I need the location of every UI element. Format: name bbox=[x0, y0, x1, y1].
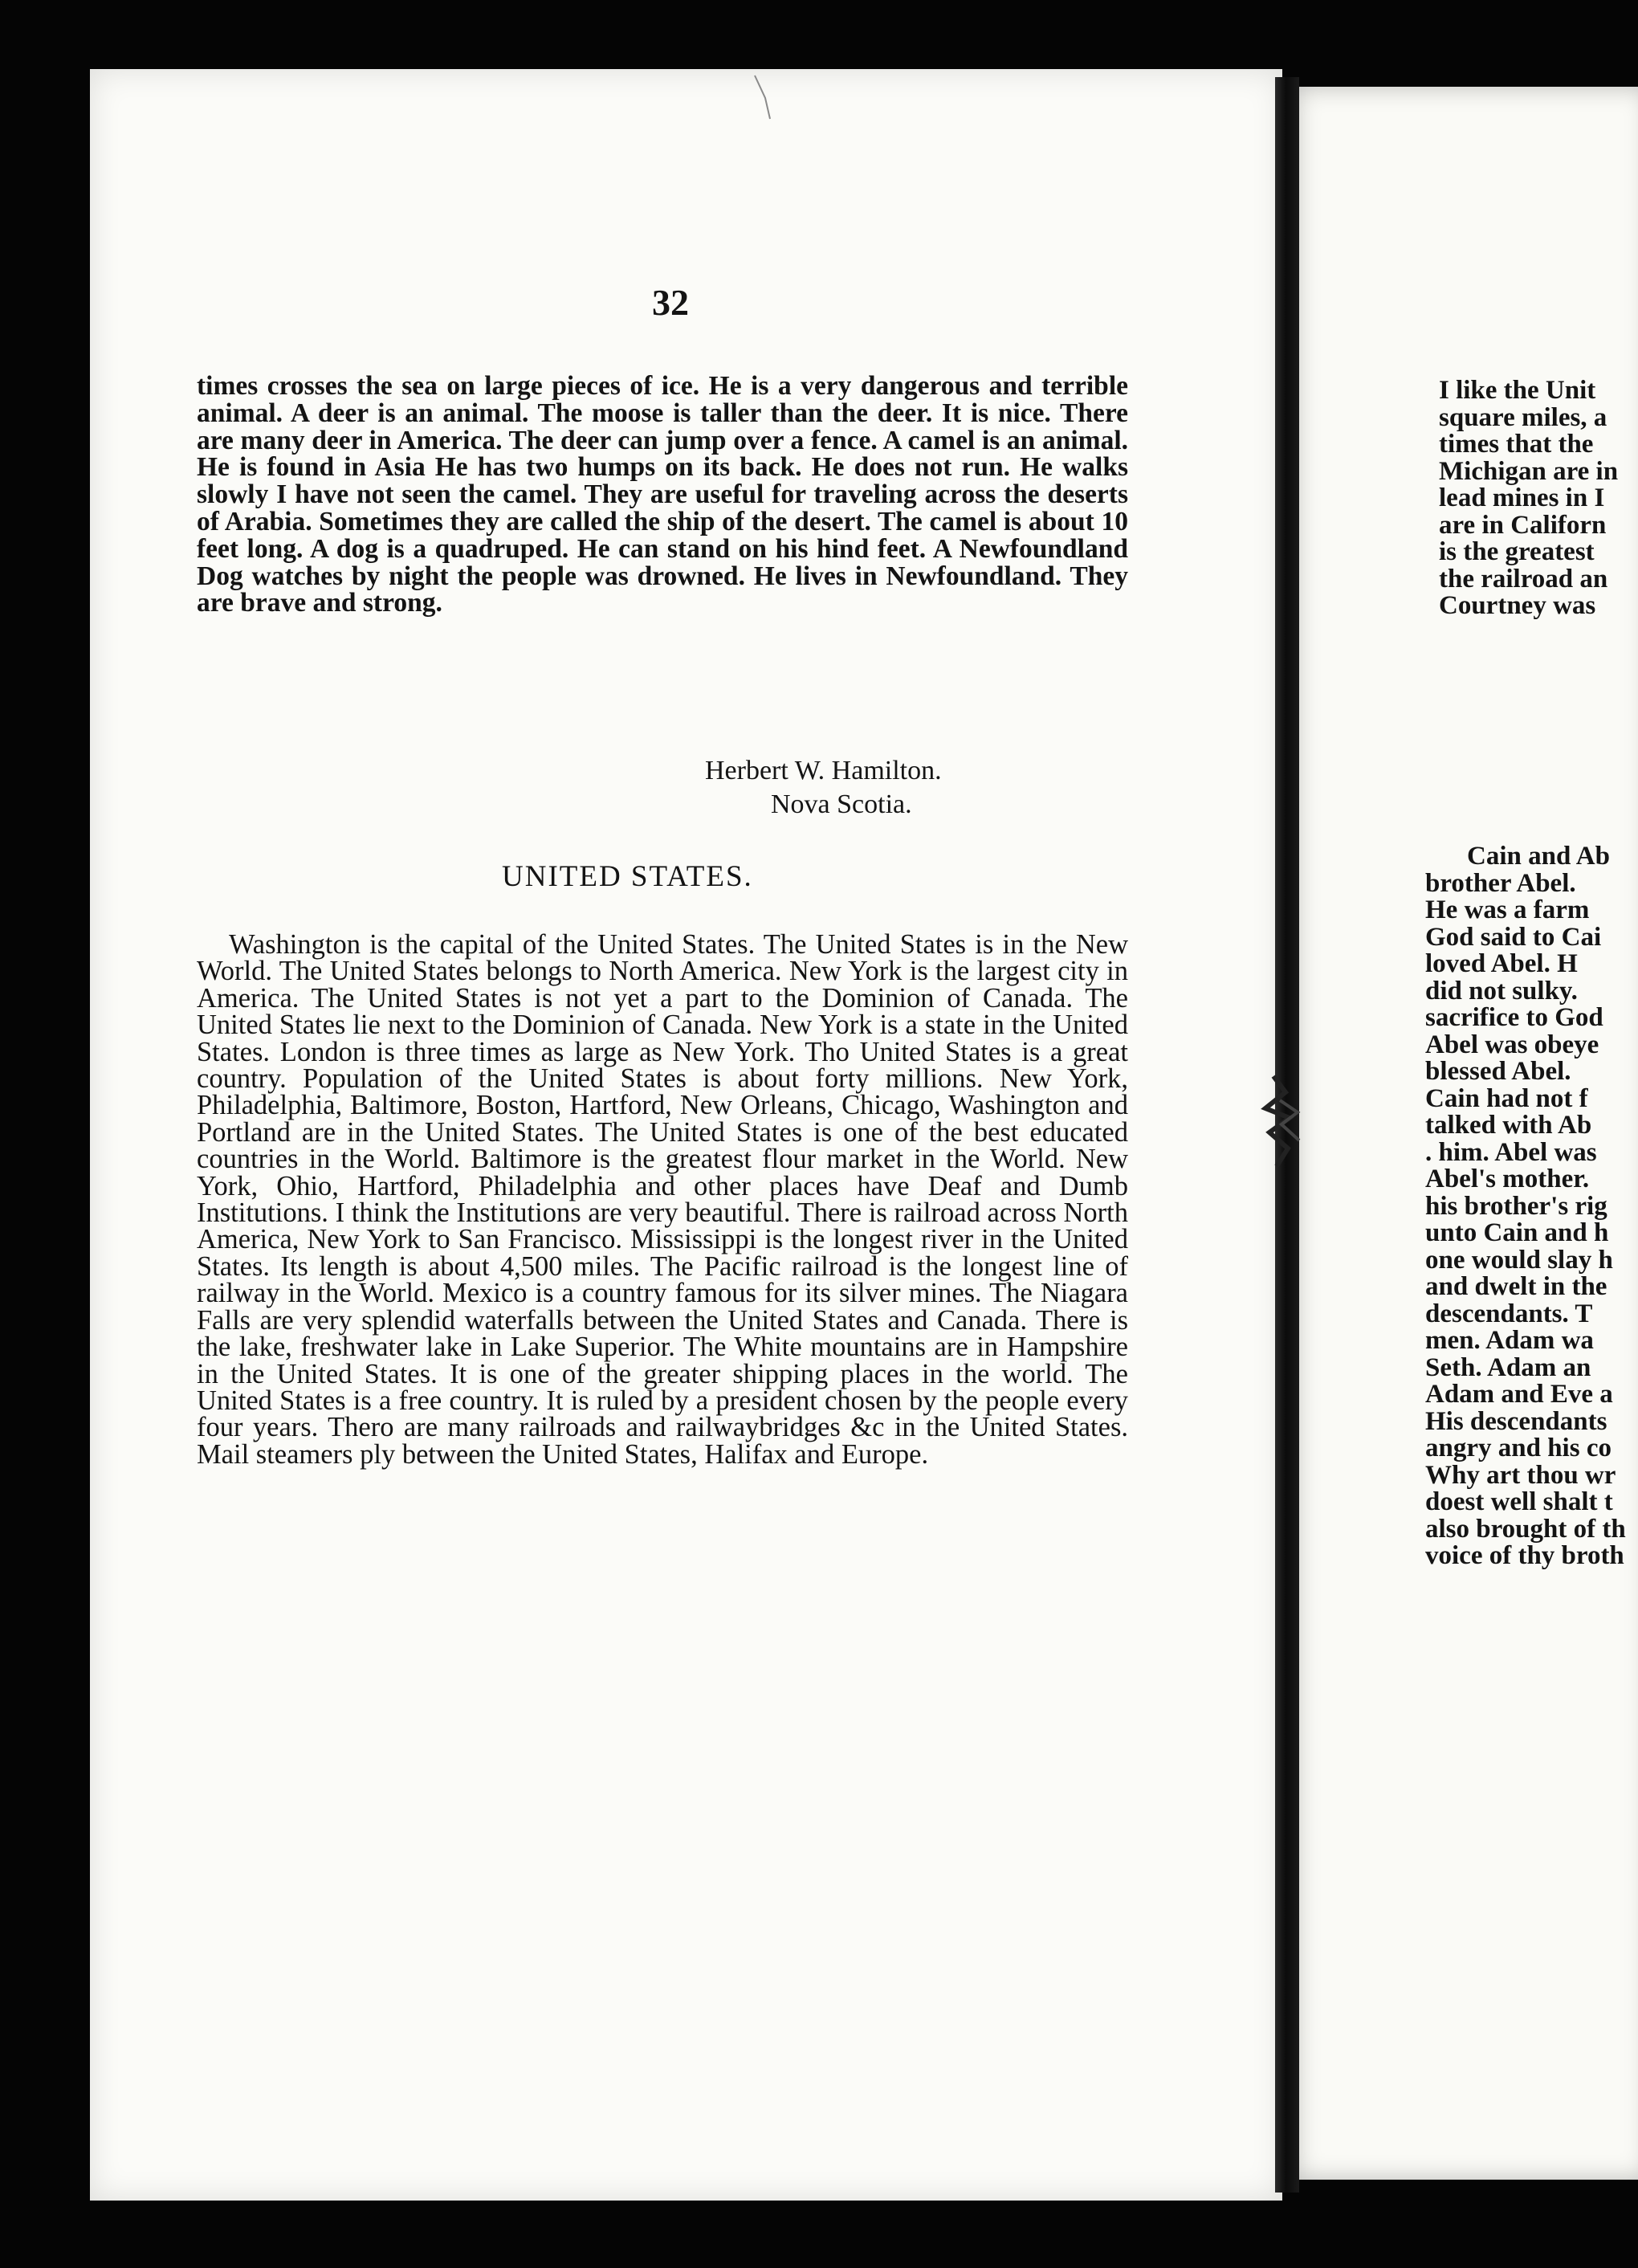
right-line: angry and his co bbox=[1425, 1434, 1612, 1462]
right-line: blessed Abel. bbox=[1425, 1057, 1571, 1086]
right-line: loved Abel. H bbox=[1425, 949, 1578, 978]
right-line: his brother's rig bbox=[1425, 1191, 1607, 1221]
right-line: talked with Ab bbox=[1425, 1111, 1592, 1140]
right-line: lead mines in I bbox=[1439, 483, 1605, 512]
page-number: 32 bbox=[652, 282, 689, 323]
right-line: times that the bbox=[1439, 430, 1594, 459]
right-line: Michigan are in bbox=[1439, 456, 1619, 486]
right-line: doest well shalt t bbox=[1425, 1487, 1613, 1516]
right-line: descendants. T bbox=[1425, 1299, 1593, 1328]
right-page-bottom-text bbox=[1425, 843, 1638, 1570]
paragraph-animals: times crosses the sea on large pieces of ice. He is a very dangerous and terrible animal. A deer is an animal. The moose is taller than the deer. It is nice. There are many deer in America. The deer can jump over a fence. A camel is an animal. He is found in Asia He has two humps on its back. He does not run. He walks slowly I have not seen the camel. They are useful for traveling across the deserts of Arabia. Sometimes they are called the ship of the desert. The camel is about 10 feet long. A dog is a quadruped. He can stand on his hind feet. A Newfoundland Dog watches by night the people was drowned. He lives in Newfoundland. They are brave and strong. bbox=[197, 371, 1128, 618]
right-line: one would slay h bbox=[1425, 1245, 1613, 1275]
right-line: Cain had not f bbox=[1425, 1083, 1588, 1113]
right-line: brother Abel. bbox=[1425, 868, 1576, 898]
right-line: are in Californ bbox=[1439, 510, 1607, 540]
right-line: square miles, a bbox=[1439, 402, 1607, 432]
paragraph-united-states: Washington is the capital of the United States. The United States is in the New World. The United States belongs to North America. New York is the largest city in America. The United States is not yet a part to the Dominion of Canada. The United States lie next to the Dominion of Canada. New York is a state in the United States. London is three times as large as New York. Tho United States is a great country. Population of the United States is about forty millions. New York, Philadelphia, Baltimore, Boston, Hartford, New Orleans, Chicago, Washington and Portland are in the United States. The United States is one of the best educated countries in the World. Baltimore is the greatest flour market in the World. New York, Ohio, Hartford, Philadelphia and other places have Deaf and Dumb Institutions. I think the Institutions are very beautiful. There is railroad across North America, New York to San Francisco. Mississippi is the longest river in the United States. Its length is about 4,500 miles. The Pacific railroad is the longest line of railway in the World. Mexico is a country famous for its silver mines. The Niagara Falls are very splendid waterfalls between the United States and Canada. There is the lake, freshwater lake in Lake Superior. The White mountains are in Hampshire in the United States. It is one of the greater shipping places in the world. The United States is a free country. It is ruled by a president chosen by the people every four years. Thero are many railroads and railwaybridges &c in the United States. Mail steamers ply between the United States, Halifax and Europe. bbox=[197, 929, 1128, 1470]
right-line: Why art thou wr bbox=[1425, 1460, 1616, 1490]
right-line: is the greatest bbox=[1439, 537, 1595, 566]
right-line: Cain and Ab bbox=[1467, 842, 1610, 871]
author-place: Nova Scotia. bbox=[771, 789, 912, 819]
right-line: He was a farm bbox=[1425, 895, 1590, 924]
right-line: did not sulky. bbox=[1425, 976, 1578, 1006]
right-line: Abel's mother. bbox=[1425, 1165, 1590, 1193]
right-line: the railroad an bbox=[1439, 564, 1608, 594]
author-name: Herbert W. Hamilton. bbox=[705, 756, 942, 785]
right-line: unto Cain and h bbox=[1425, 1218, 1609, 1247]
right-line: Seth. Adam an bbox=[1425, 1352, 1591, 1382]
right-line: Abel was obeye bbox=[1425, 1030, 1599, 1059]
right-line: men. Adam wa bbox=[1425, 1326, 1594, 1355]
section-heading: UNITED STATES. bbox=[502, 860, 753, 893]
right-line: and dwelt in the bbox=[1425, 1272, 1607, 1301]
right-line: God said to Cai bbox=[1425, 922, 1602, 952]
paper-scratch-mark bbox=[751, 74, 775, 122]
right-line: . him. Abel was bbox=[1425, 1137, 1597, 1167]
right-line: Adam and Eve a bbox=[1425, 1380, 1613, 1409]
binding-tear-mark bbox=[1249, 1068, 1314, 1173]
right-line: Courtney was bbox=[1439, 591, 1596, 620]
right-line: His descendants bbox=[1425, 1406, 1607, 1436]
right-line: also brought of th bbox=[1425, 1514, 1626, 1544]
right-line: I like the Unit bbox=[1439, 376, 1596, 405]
right-page-top-text bbox=[1439, 377, 1638, 620]
right-line: sacrifice to God bbox=[1425, 1003, 1603, 1032]
right-line: voice of thy broth bbox=[1425, 1541, 1624, 1570]
